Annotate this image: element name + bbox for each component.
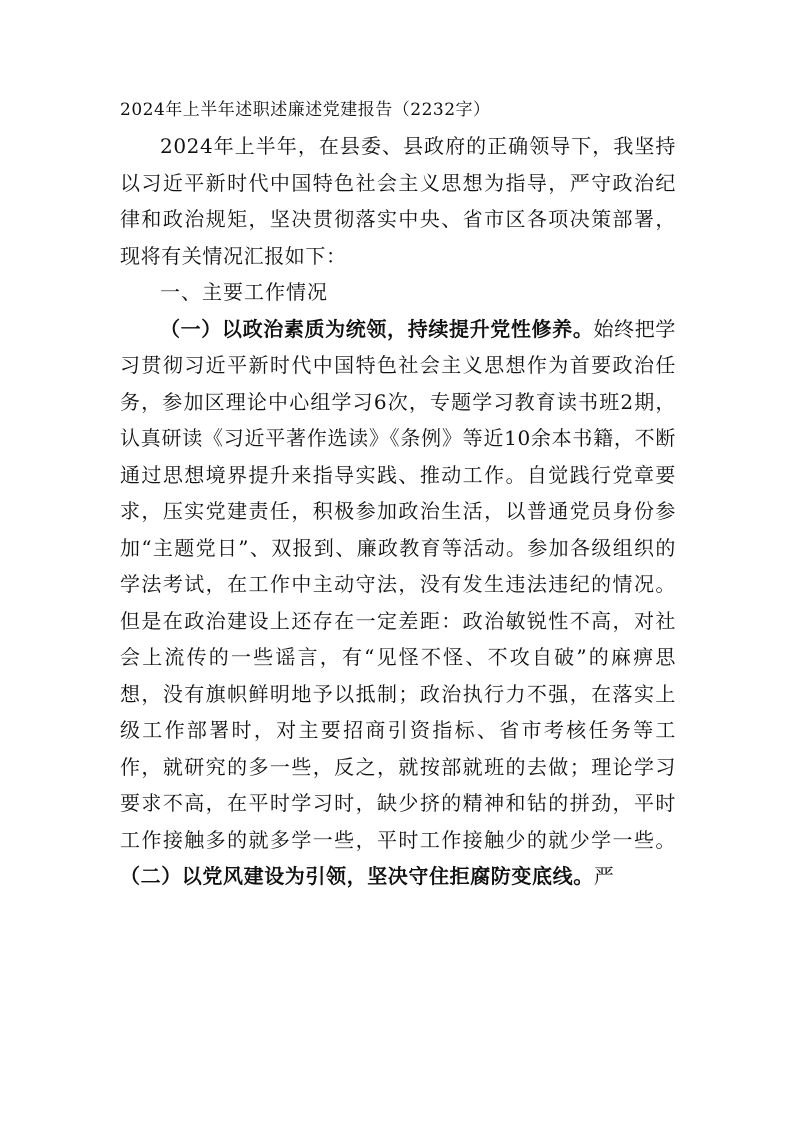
document-page [120, 92, 676, 895]
document-title: 2024年上半年述职述廉述党建报告（2232字） [120, 100, 491, 120]
subsection-1-title: （一）以政治素质为统领，持续提升党性修养。 [160, 316, 594, 341]
section-heading: 一、主要工作情况 [160, 280, 328, 304]
subsection-1-body: 始终把学习贯彻习近平新时代中国特色社会主义思想作为首要政治任务，参加区理论中心组学习6次，专题学习教育读书班2期，认真研读《习近平著作选读》《条例》等近10余本书籍，不断通过思想境界提升来指导实践、推动工作。自觉践行党章要求，压实党建责任，积极参加政治生活，以普通党员身份参加“主题党日”、双报到、廉政教育等活动。参加各级组织的学法考试，在工作中主动守法，没有发生违法违纪的情况。但是在政治建设上还存在一定差距：政治敏锐性不高，对社会上流传的一些谣言，有“见怪不怪、不攻自破”的麻痹思想，没有旗帜鲜明地予以抵制；政治执行力不强，在落实上级工作部署时，对主要招商引资指标、省市考核任务等工作，就研究的多一些，反之，就按部就班的去做；理论学习要求不高，在平时学习时，缺少挤的精神和钻的拼劲，平时工作接触多的就多学一些，平时工作接触少的就少学一些。 [120, 316, 676, 852]
body-paragraph [120, 311, 676, 895]
subsection-2-body: 严 [593, 864, 615, 888]
intro-paragraph: 2024年上半年，在县委、县政府的正确领导下，我坚持以习近平新时代中国特色社会主义思想为指导，严守政治纪律和政治规矩，坚决贯彻落实中央、省市区各项决策部署，现将有关情况汇报如下： [120, 134, 676, 268]
subsection-2-title: （二）以党风建设为引领，坚决守住拒腐防变底线。 [120, 864, 594, 888]
